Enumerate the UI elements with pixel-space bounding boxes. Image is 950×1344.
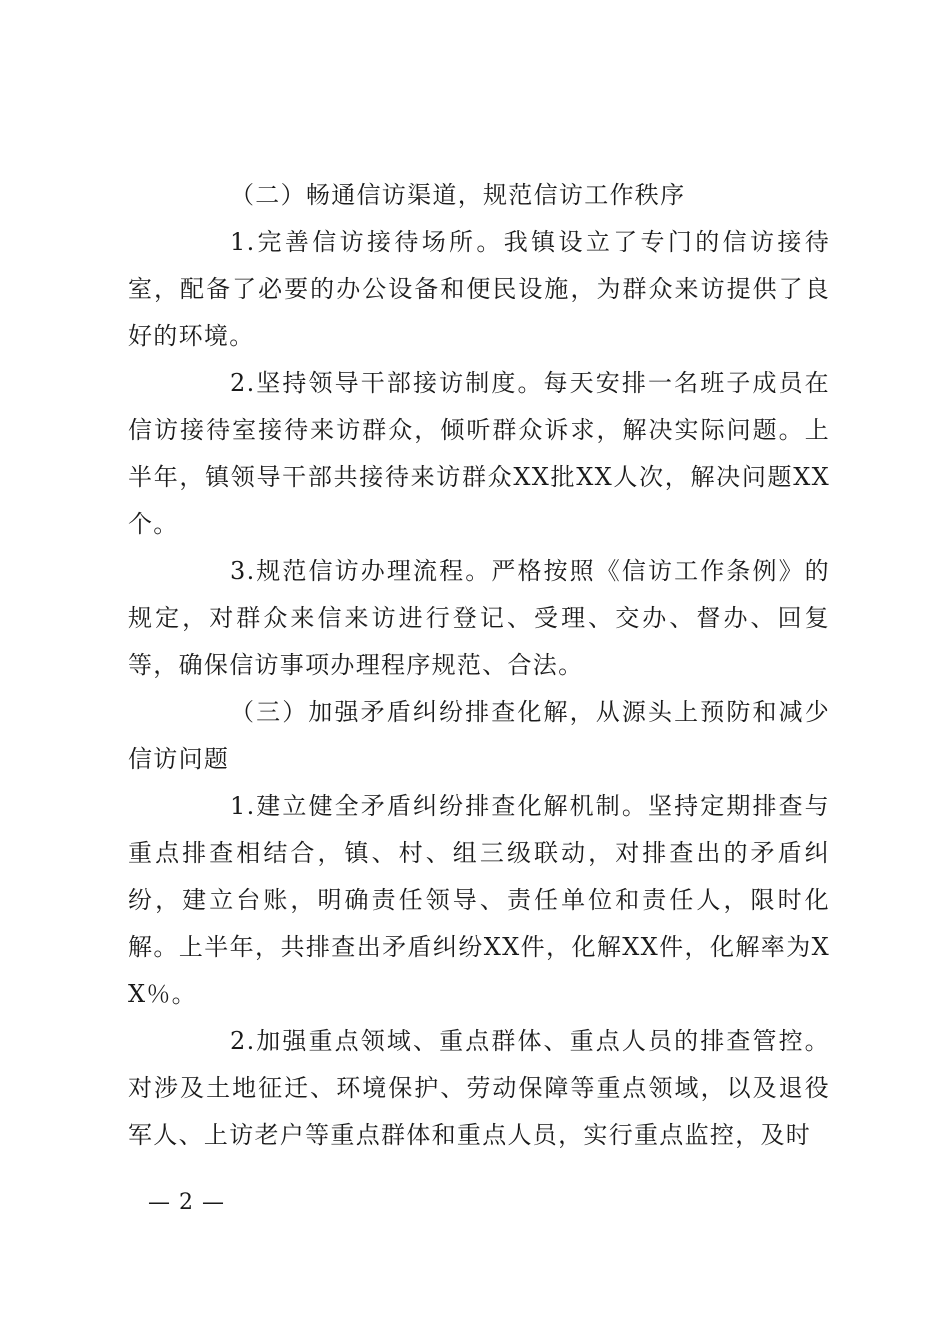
page-number: — 2 — bbox=[148, 1190, 225, 1215]
paragraph: 1.建立健全矛盾纠纷排查化解机制。坚持定期排查与重点排查相结合，镇、村、组三级联动，对排查出的矛盾纠纷，建立台账，明确责任领导、责任单位和责任人，限时化解。上半年，共排查出矛盾纠纷XX件，化解XX件，化解率为XX％。 bbox=[128, 792, 830, 1008]
paragraph: 3.规范信访办理流程。严格按照《信访工作条例》的规定，对群众来信来访进行登记、受理、交办、督办、回复等，确保信访事项办理程序规范、合法。 bbox=[128, 557, 830, 679]
section-heading-2: （二）畅通信访渠道，规范信访工作秩序 bbox=[230, 181, 686, 209]
paragraph: 2.坚持领导干部接访制度。每天安排一名班子成员在信访接待室接待来访群众，倾听群众诉求，解决实际问题。上半年，镇领导干部共接待来访群众XX批XX人次，解决问题XX个。 bbox=[128, 369, 830, 538]
paragraph: 1.完善信访接待场所。我镇设立了专门的信访接待室，配备了必要的办公设备和便民设施，为群众来访提供了良好的环境。 bbox=[128, 228, 830, 350]
paragraph: 2.加强重点领域、重点群体、重点人员的排查管控。对涉及土地征迁、环境保护、劳动保障等重点领域，以及退役军人、上访老户等重点群体和重点人员，实行重点监控，及时 bbox=[128, 1027, 830, 1149]
document-body bbox=[128, 172, 830, 1159]
section-heading-3: （三）加强矛盾纠纷排查化解，从源头上预防和减少信访问题 bbox=[128, 698, 830, 773]
